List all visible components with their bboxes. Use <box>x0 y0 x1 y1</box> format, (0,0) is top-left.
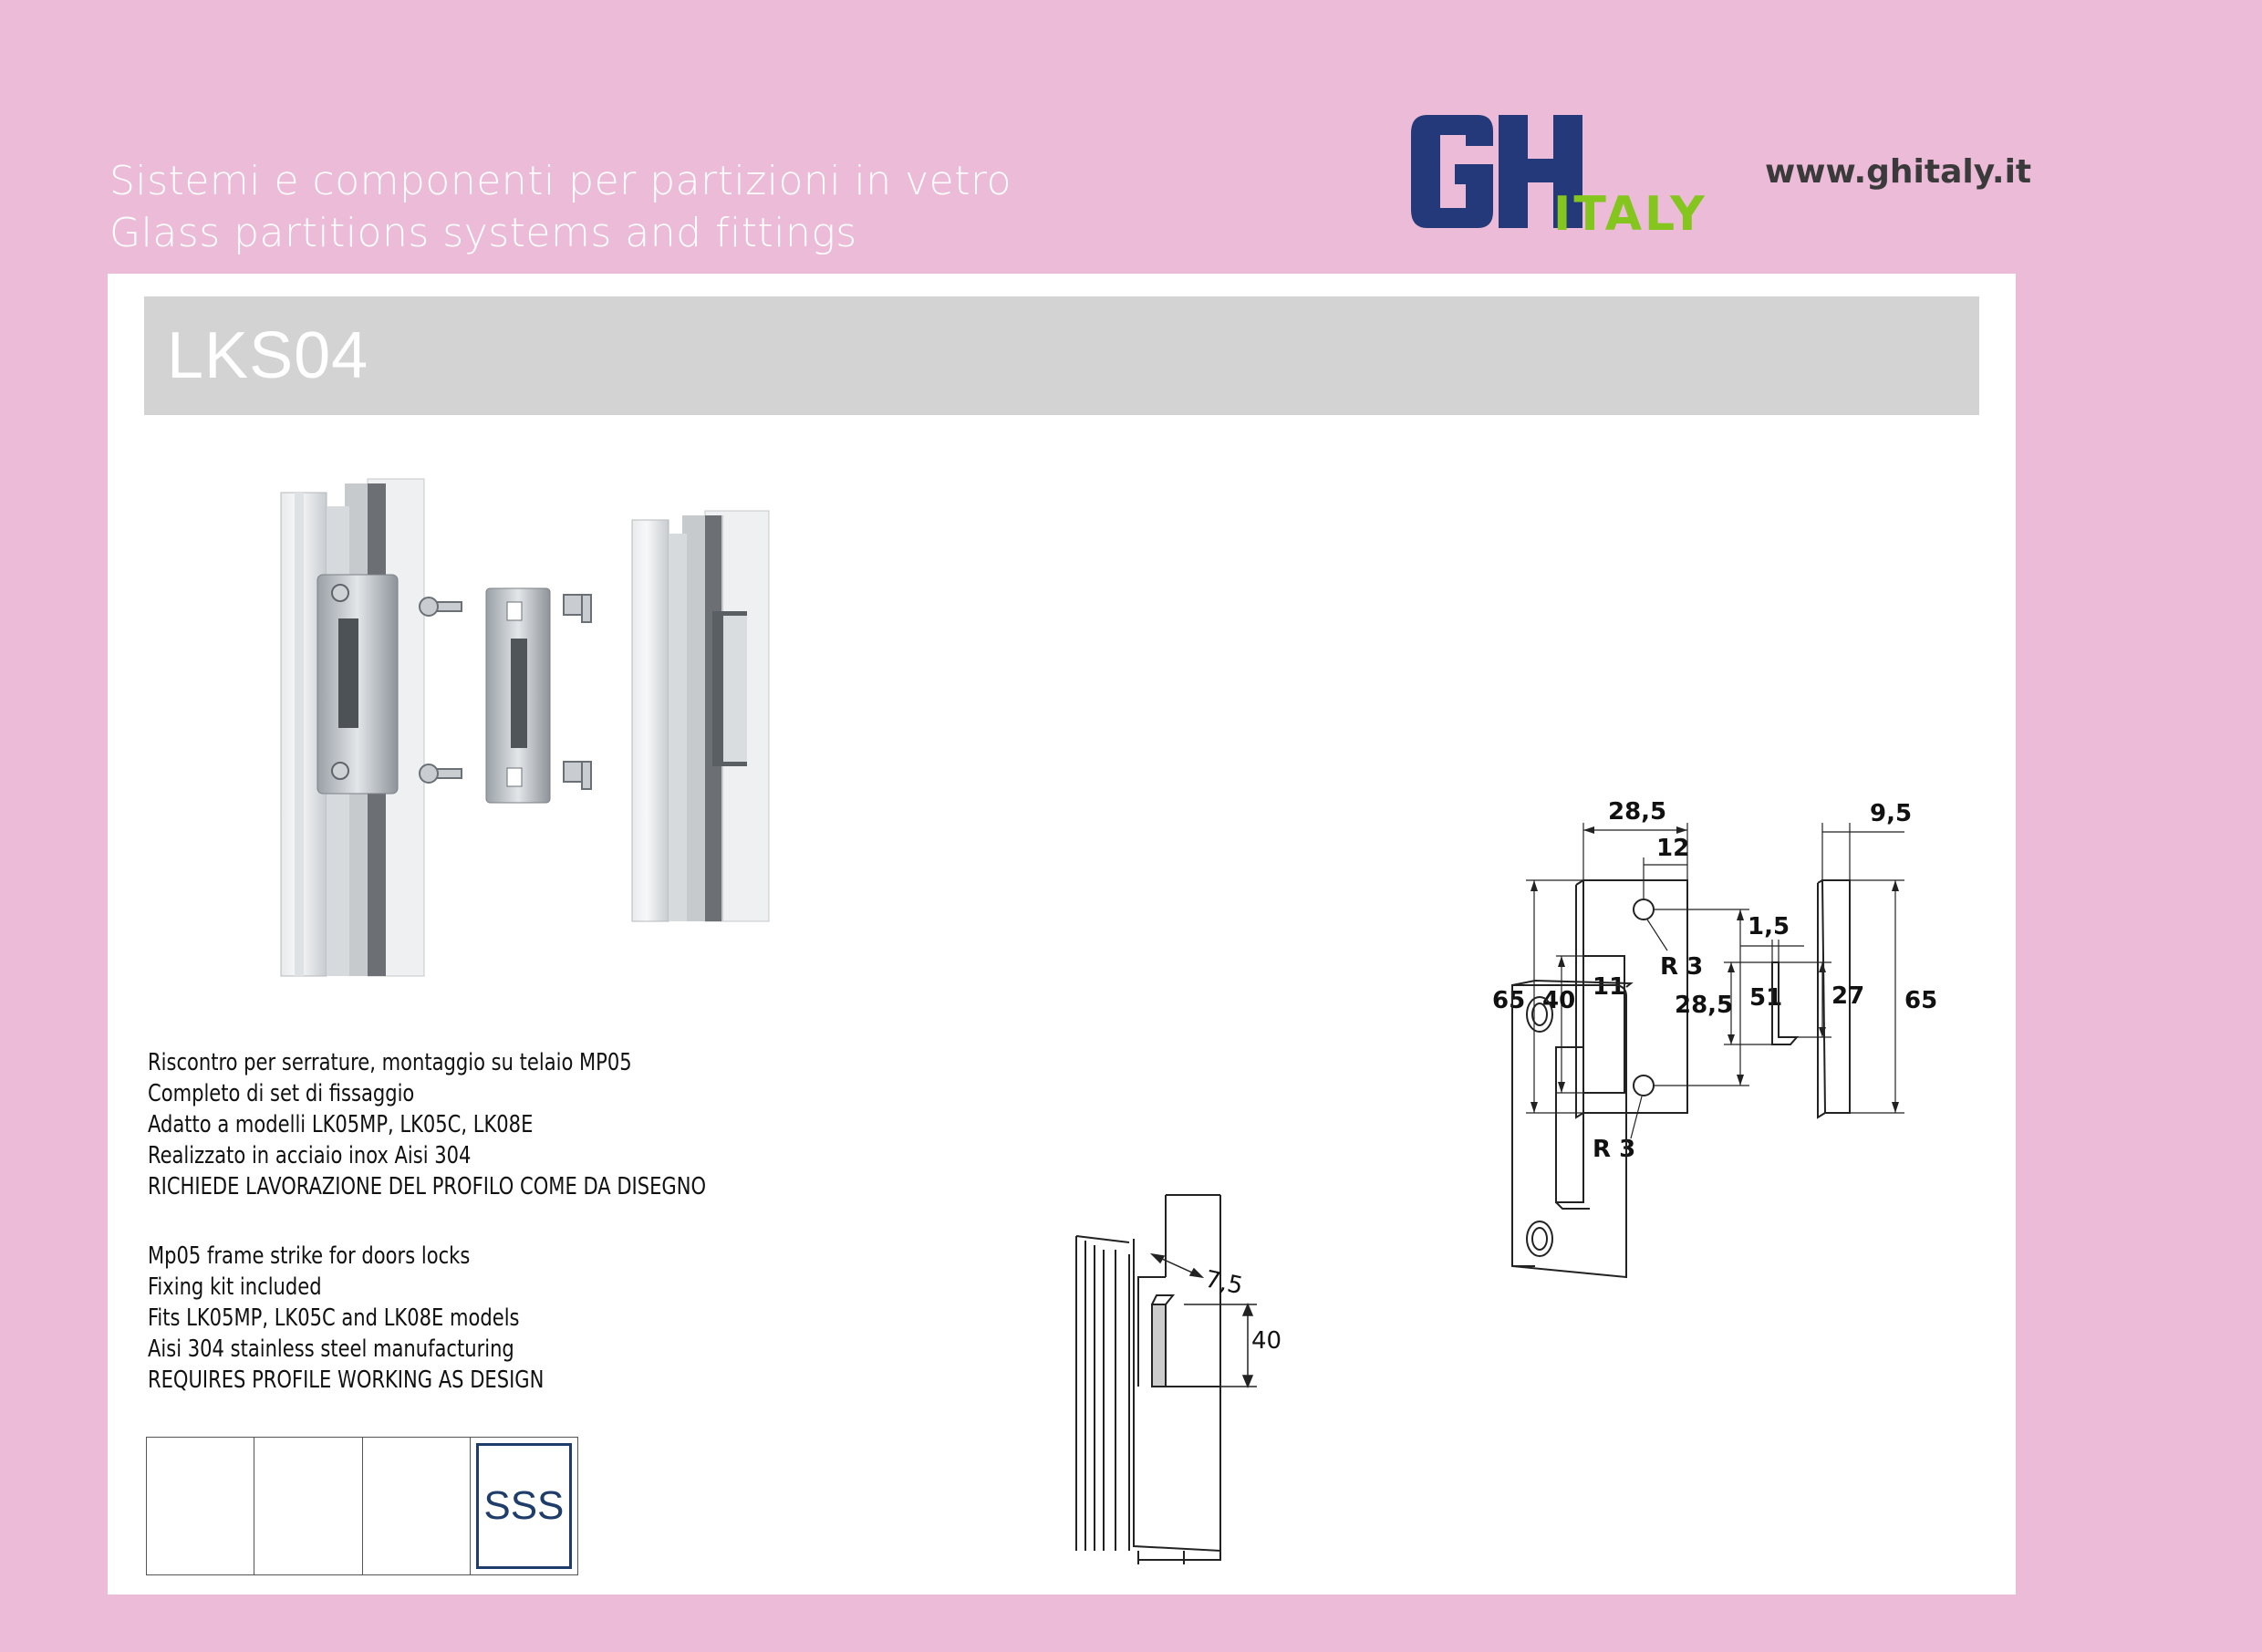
dim-side-height: 65 <box>1904 987 1938 1014</box>
product-photo <box>249 465 897 976</box>
dim-slot-width: 11 <box>1593 973 1626 1001</box>
product-sheet <box>108 274 2016 1595</box>
description-english <box>148 1241 544 1396</box>
dim-hole-radius-bottom: R 3 <box>1593 1136 1636 1163</box>
finish-box-sss <box>471 1438 577 1574</box>
sss-label: SSS <box>476 1443 572 1569</box>
dim-lip-inner: 27 <box>1831 982 1865 1010</box>
desc-it-line: Adatto a modelli LK05MP, LK05C, LK08E <box>148 1111 534 1138</box>
desc-en-line: REQUIRES PROFILE WORKING AS DESIGN <box>148 1366 545 1394</box>
desc-en-line: Aisi 304 stainless steel manufacturing <box>148 1335 514 1363</box>
finish-box-empty <box>254 1438 362 1574</box>
dim-profile-depth: 7,5 <box>1202 1265 1246 1301</box>
finish-box-empty <box>147 1438 254 1574</box>
desc-en-line: Fits LK05MP, LK05C and LK08E models <box>148 1304 520 1332</box>
dim-hole-radius-top: R 3 <box>1660 953 1704 981</box>
material-finish-boxes <box>146 1437 578 1575</box>
assembled-frame-image <box>281 479 424 976</box>
desc-it-line: Riscontro per serrature, montaggio su telaio MP05 <box>148 1049 632 1076</box>
dim-thickness: 9,5 <box>1870 800 1913 827</box>
dim-hole-spacing: 51 <box>1749 984 1783 1012</box>
dim-width: 28,5 <box>1608 798 1667 826</box>
logo-letter-g <box>1411 115 1493 228</box>
website-link[interactable]: www.ghitaly.it <box>1765 153 2032 191</box>
desc-en-line: Fixing kit included <box>148 1273 322 1301</box>
dim-profile-cut: 40 <box>1251 1327 1282 1355</box>
tagline-english: Glass partitions systems and fittings <box>109 210 857 256</box>
desc-it-line: Completo di set di fissaggio <box>148 1080 415 1107</box>
desc-en-line: Mp05 frame strike for doors locks <box>148 1242 471 1270</box>
desc-it-line: Realizzato in acciaio inox Aisi 304 <box>148 1142 472 1169</box>
dim-hole-offset: 12 <box>1656 835 1690 862</box>
logo-italy-text: ITALY <box>1553 187 1707 242</box>
finish-box-empty <box>363 1438 471 1574</box>
machined-profile-image <box>632 511 769 921</box>
dim-lip-outer: 28,5 <box>1675 992 1734 1019</box>
gh-italy-logo <box>1409 108 1742 242</box>
tagline <box>109 155 1012 259</box>
profile-machining-drawing <box>1065 921 1412 1578</box>
dim-slot-height: 40 <box>1542 987 1576 1014</box>
description-italian <box>148 1047 706 1202</box>
strike-plate-kit-image <box>420 588 591 803</box>
title-bar <box>144 296 1979 415</box>
tagline-italian: Sistemi e componenti per partizioni in vetro <box>109 158 1012 204</box>
desc-it-line: RICHIEDE LAVORAZIONE DEL PROFILO COME DA DISEGNO <box>148 1173 707 1200</box>
product-code: LKS04 <box>167 319 369 392</box>
strike-plate-perspective <box>1503 976 1667 1286</box>
dim-height-outer: 65 <box>1492 987 1526 1014</box>
dim-lip-thickness: 1,5 <box>1748 913 1790 940</box>
